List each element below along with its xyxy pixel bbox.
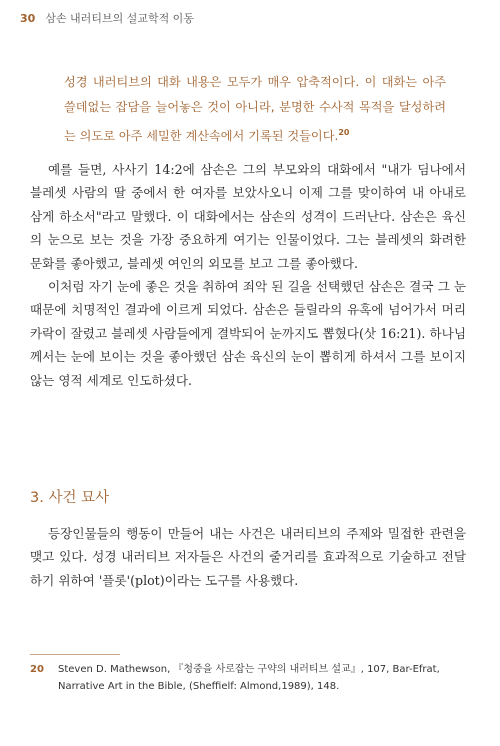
paragraph: 예를 들면, 사사기 14:2에 삼손은 그의 부모와의 대화에서 "내가 딤나에서 블레셋 사람의 딸 중에서 한 여자를 보았사오니 이제 그를 맞이하여 내 아내로 삼게 하소서"라고 말했다. 이 대화에서는 삼손의 성격이 드러난다. 삼손은 육신의 눈으로 보는 것을 가장 중요하게 여기는 인물이었다. 그는 블레셋의 화려한 문화를 좋아했고, 블레셋 여인의 외모를 보고 그를 좋아했다. xyxy=(30,162,466,271)
quote-text: 성경 내러티브의 대화 내용은 모두가 매우 압축적이다. 이 대화는 아주 쓸데없는 잡담을 늘어놓은 것이 아니라, 분명한 수사적 목적을 달성하려는 의도로 아주 세밀한 계산속에서 기록된 것들이다. xyxy=(64,75,446,144)
paragraph: 등장인물들의 행동이 만들어 내는 사건은 내러티브의 주제와 밀접한 관련을 맺고 있다. 성경 내러티브 저자들은 사건의 줄거리를 효과적으로 기술하고 전달하기 위하여 '플롯'(plot)이라는 도구를 사용했다. xyxy=(30,526,466,588)
section-heading: 3. 사건 묘사 xyxy=(30,490,110,506)
running-header xyxy=(20,10,194,26)
body-text-1 xyxy=(30,158,466,392)
running-title: 삼손 내러티브의 설교학적 이동 xyxy=(45,12,194,25)
block-quote xyxy=(64,70,446,149)
paragraph: 이처럼 자기 눈에 좋은 것을 취하여 죄악 된 길을 선택했던 삼손은 결국 그 눈 때문에 치명적인 결과에 이르게 되었다. 삼손은 들릴라의 유혹에 넘어가서 머리카락이 잘렸고 블레셋 사람들에게 결박되어 눈까지도 뽑혔다(삿 16:21). 하나님께서는 눈에 보이는 것을 좋아했던 삼손 육신의 눈이 뽑히게 하셔서 그를 보이지 않는 영적 세계로 인도하셨다. xyxy=(30,279,466,388)
footnote xyxy=(30,661,466,695)
body-text-2 xyxy=(30,522,466,592)
footnote-reference[interactable]: 20 xyxy=(338,128,350,137)
footnote-number: 20 xyxy=(30,664,44,675)
footnote-text: Steven D. Mathewson, 『청중을 사로잡는 구약의 내러티브 설교』, 107, Bar-Efrat, Narrative Art in the Bible, (Sheffielf: Almond,1989), 148. xyxy=(58,664,440,692)
page-number: 30 xyxy=(20,12,36,25)
footnote-divider xyxy=(30,654,120,655)
